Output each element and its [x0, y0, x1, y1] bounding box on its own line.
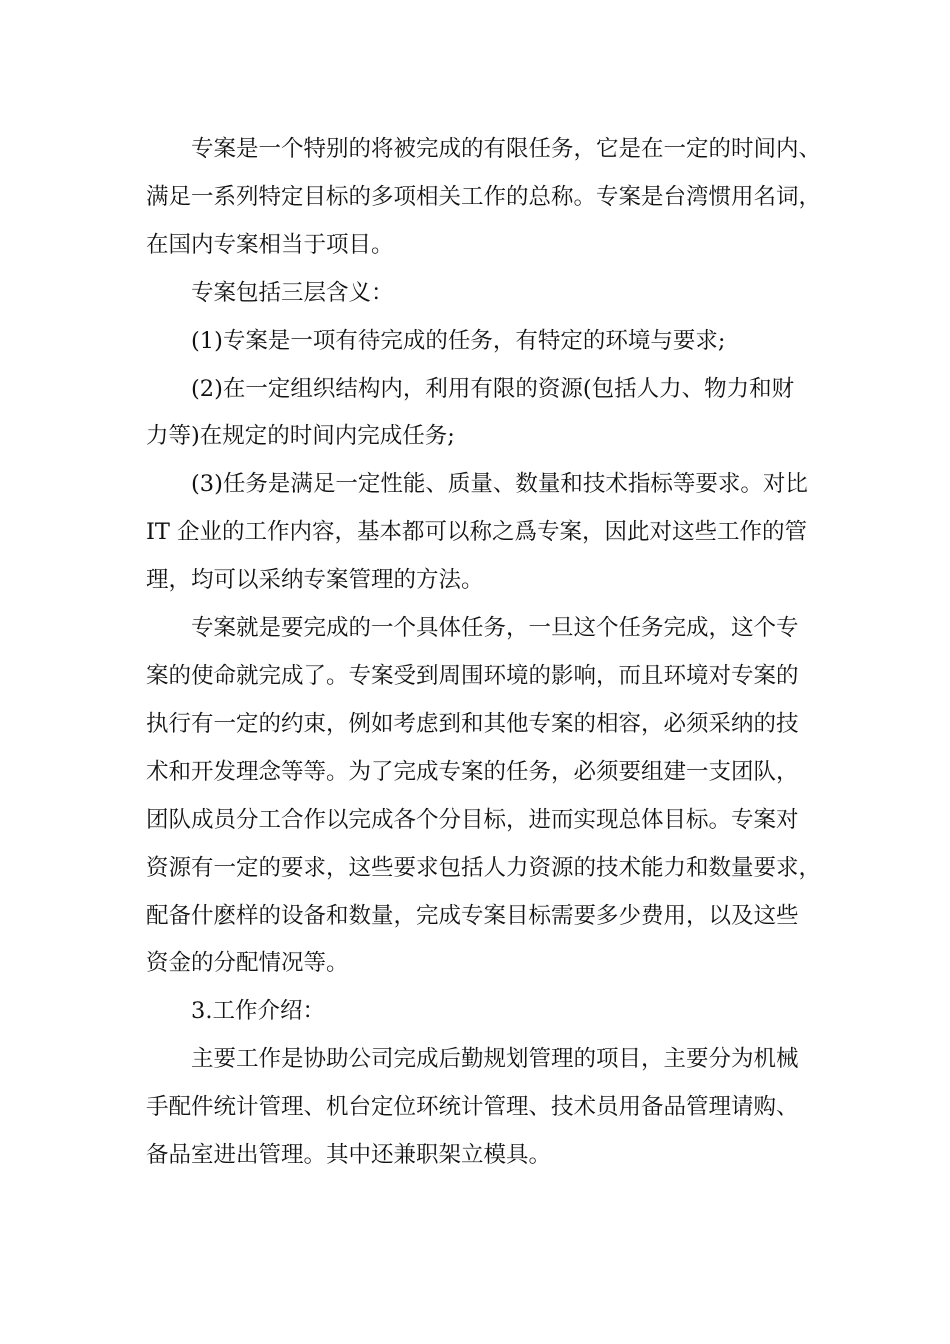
paragraph-meaning-1	[146, 318, 822, 366]
text-line: 专案就是要完成的一个具体任务，一旦这个任务完成，这个专	[191, 615, 799, 642]
text-line: 主要工作是协助公司完成后勤规划管理的项目，主要分为机械	[191, 1046, 799, 1073]
text-line: IT 企业的工作内容，基本都可以称之爲专案，因此对这些工作的管	[146, 519, 808, 546]
paragraph-project-description	[146, 605, 822, 988]
paragraph-definition	[146, 126, 822, 270]
text-line: 备品室进出管理。其中还兼职架立模具。	[146, 1142, 552, 1169]
text-line: 团队成员分工合作以完成各个分目标，进而实现总体目标。专案对	[146, 806, 799, 833]
paragraph-three-meanings-heading	[146, 270, 822, 318]
text-line: 满足一系列特定目标的多项相关工作的总称。专案是台湾惯用名词，	[146, 183, 822, 210]
text-line: 资源有一定的要求，这些要求包括人力资源的技术能力和数量要求，	[146, 854, 822, 881]
text-line: 在国内专案相当于项目。	[146, 231, 394, 258]
text-line: 术和开发理念等等。为了完成专案的任务，必须要组建一支团队，	[146, 758, 799, 785]
text-line: 3.工作介绍：	[191, 998, 325, 1025]
text-line: 专案是一个特别的将被完成的有限任务，它是在一定的时间内、	[191, 136, 822, 162]
paragraph-work-intro	[146, 1036, 822, 1180]
text-line: 专案包括三层含义：	[191, 279, 394, 306]
text-line: 执行有一定的约束，例如考虑到和其他专案的相容，必须采纳的技	[146, 710, 799, 737]
paragraph-meaning-3	[146, 461, 822, 605]
text-line: (2)在一定组织结构内，利用有限的资源(包括人力、物力和财	[191, 375, 795, 402]
paragraph-meaning-2	[146, 366, 822, 462]
text-line: 理，均可以采纳专案管理的方法。	[146, 567, 484, 594]
text-line: 力等)在规定的时间内完成任务;	[146, 423, 455, 450]
text-line: 案的使命就完成了。专案受到周围环境的影响，而且环境对专案的	[146, 662, 799, 689]
text-line: 手配件统计管理、机台定位环统计管理、技术员用备品管理请购、	[146, 1094, 799, 1121]
text-line: (1)专案是一项有待完成的任务，有特定的环境与要求;	[191, 327, 726, 354]
paragraph-work-intro-heading	[146, 988, 822, 1036]
text-line: 配备什麽样的设备和数量，完成专案目标需要多少费用，以及这些	[146, 902, 799, 929]
document-body	[146, 126, 822, 1180]
text-line: 资金的分配情况等。	[146, 950, 349, 977]
text-line: (3)任务是满足一定性能、质量、数量和技术指标等要求。对比	[191, 471, 808, 498]
